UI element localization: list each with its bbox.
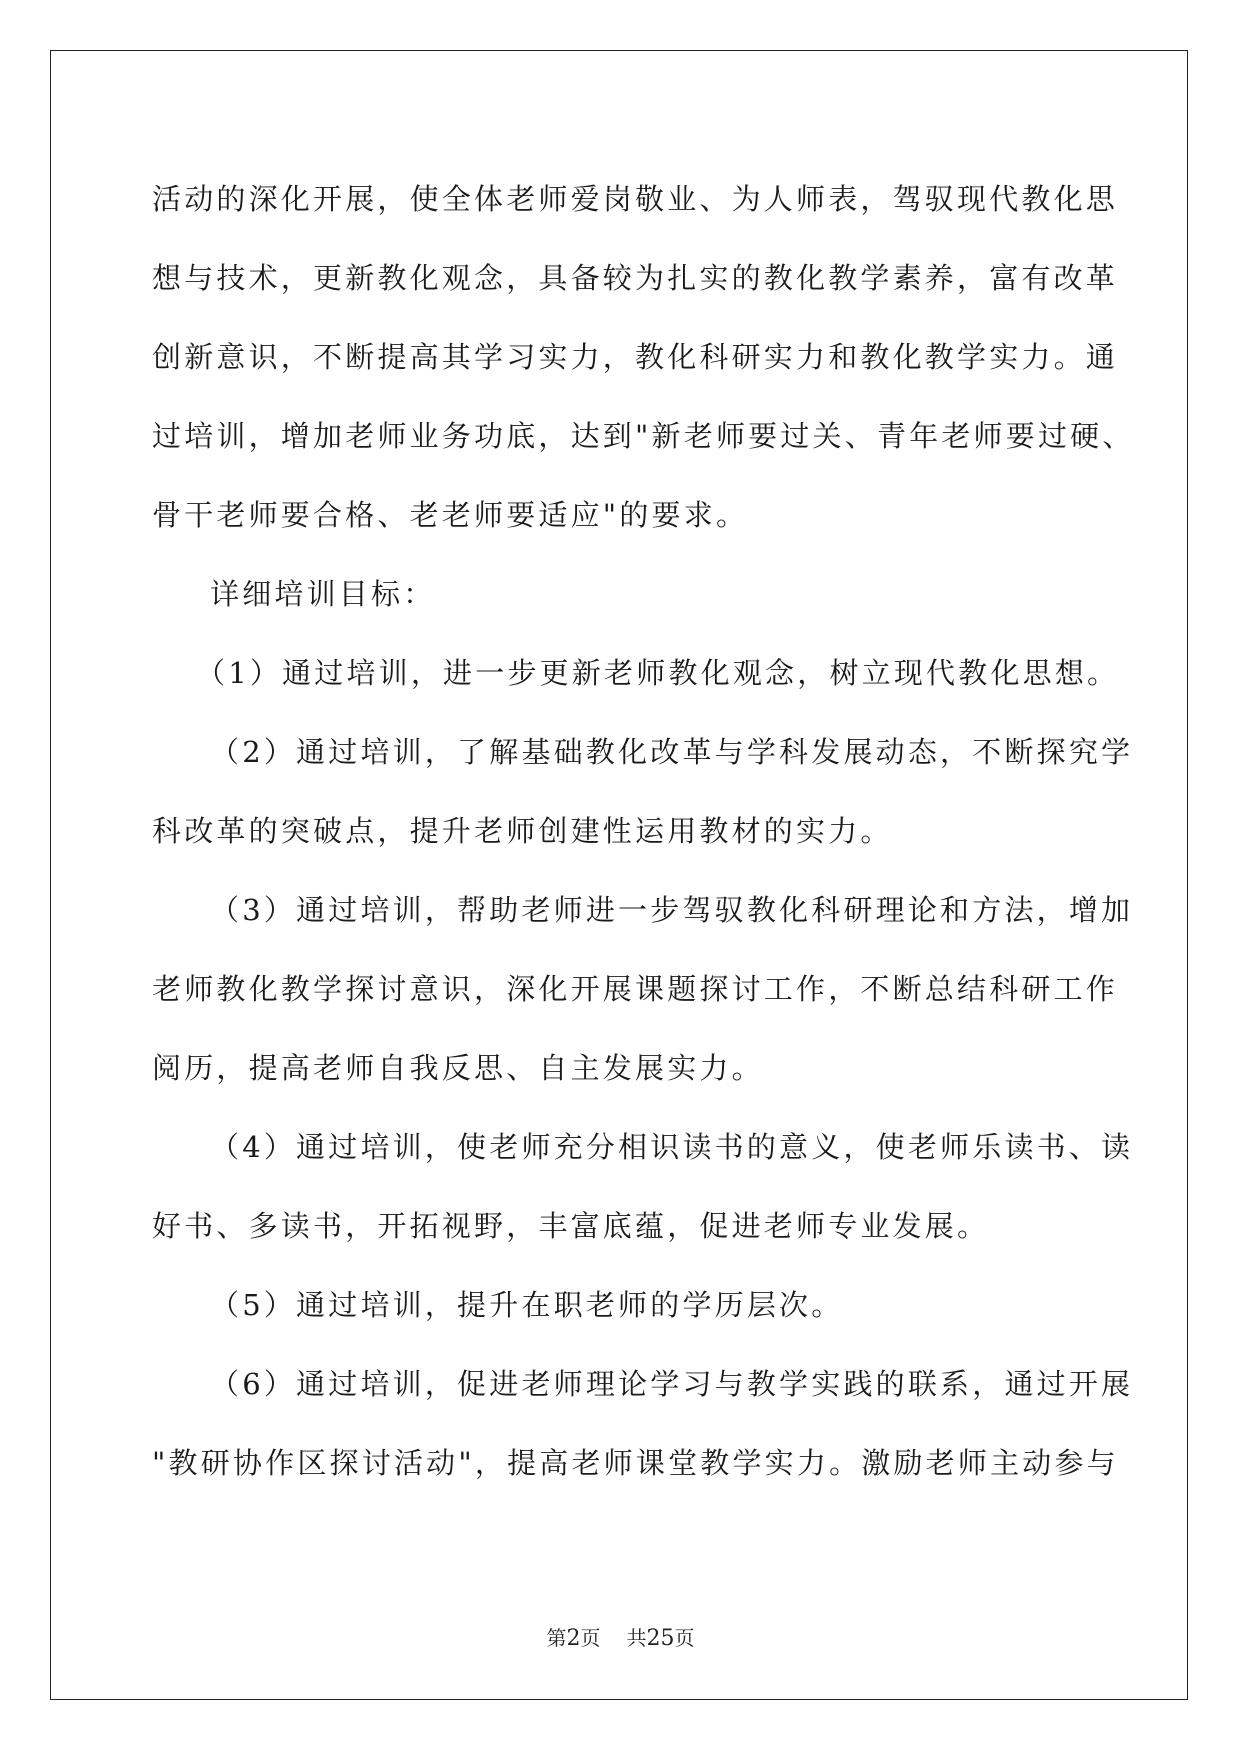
list-item: （6）通过培训，促进老师理论学习与教学实践的联系，通过开展: [210, 1367, 1134, 1401]
text-line: 骨干老师要合格、老老师要适应"的要求。: [152, 498, 749, 532]
text-line: 老师教化教学探讨意识，深化开展课题探讨工作，不断总结科研工作: [152, 972, 1119, 1006]
list-item: （1）通过培训，进一步更新老师教化观念，树立现代教化思想。: [196, 656, 1120, 690]
text-line: "教研协作区探讨活动"，提高老师课堂教学实力。激励老师主动参与: [152, 1446, 1119, 1480]
page-number: 2: [566, 1626, 581, 1651]
text-line: 好书、多读书，开拓视野，丰富底蕴，促进老师专业发展。: [152, 1209, 990, 1243]
page-total: 25: [646, 1626, 675, 1651]
total-prefix: 共: [626, 1626, 647, 1650]
text-line: 想与技术，更新教化观念，具备较为扎实的教化教学素养，富有改革: [152, 261, 1119, 295]
list-item: （4）通过培训，使老师充分相识读书的意义，使老师乐读书、读: [210, 1130, 1134, 1164]
list-item: （2）通过培训，了解基础教化改革与学科发展动态，不断探究学: [210, 735, 1134, 769]
page-footer: [0, 1622, 1241, 1651]
section-heading: 详细培训目标：: [210, 577, 436, 611]
page-prefix: 第: [546, 1626, 567, 1650]
page-suffix: 页: [580, 1626, 601, 1650]
document-body: [152, 160, 1135, 1503]
text-line: 过培训，增加老师业务功底，达到"新老师要过关、青年老师要过硬、: [152, 419, 1135, 453]
text-line: 创新意识，不断提高其学习实力，教化科研实力和教化教学实力。通: [152, 340, 1119, 374]
list-item: （3）通过培训，帮助老师进一步驾驭教化科研理论和方法，增加: [210, 893, 1134, 927]
text-line: 科改革的突破点，提升老师创建性运用教材的实力。: [152, 814, 893, 848]
text-line: 阅历，提高老师自我反思、自主发展实力。: [152, 1051, 764, 1085]
total-suffix: 页: [674, 1626, 695, 1650]
list-item: （5）通过培训，提升在职老师的学历层次。: [210, 1288, 844, 1322]
text-line: 活动的深化开展，使全体老师爱岗敬业、为人师表，驾驭现代教化思: [152, 182, 1119, 216]
